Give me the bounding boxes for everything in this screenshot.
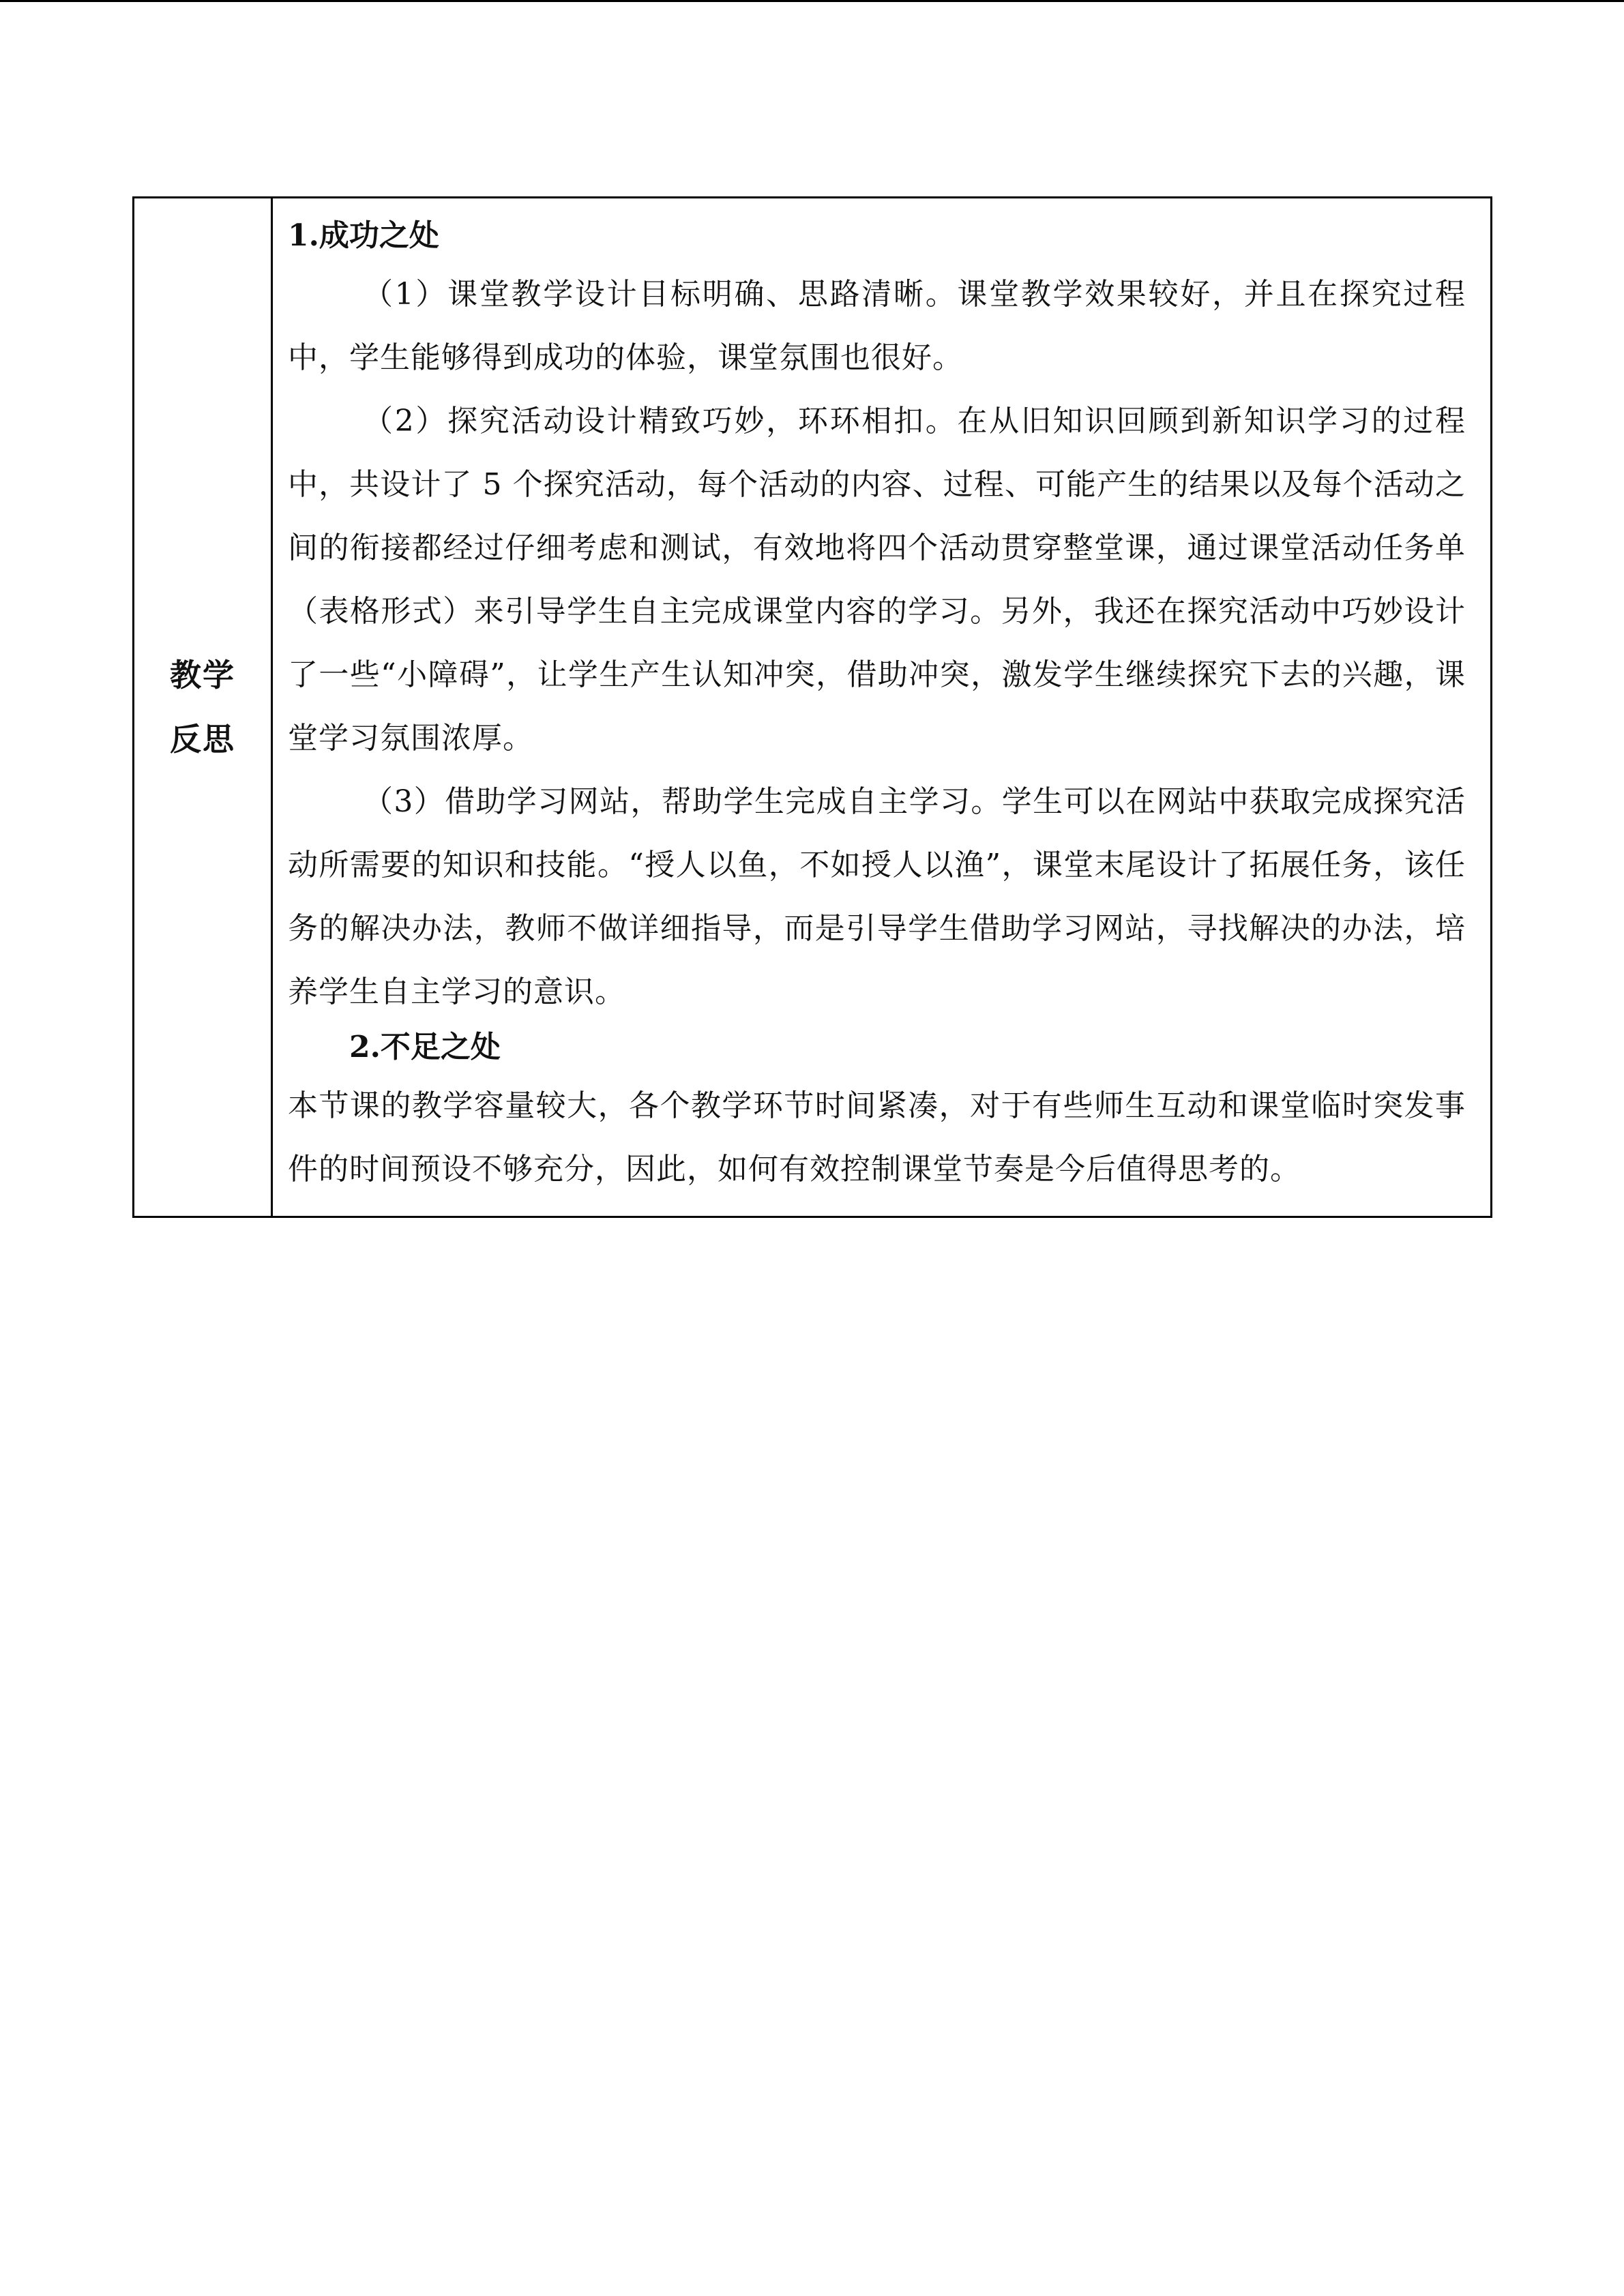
success-point-1: （1）课堂教学设计目标明确、思路清晰。课堂教学效果较好，并且在探究过程中，学生能够得到成功的体验，课堂氛围也很好。: [288, 277, 1466, 375]
label-line-1: 教学: [170, 657, 235, 694]
success-point-2: （2）探究活动设计精致巧妙，环环相扣。在从旧知识回顾到新知识学习的过程中，共设计了 5 个探究活动，每个活动的内容、过程、可能产生的结果以及每个活动之间的衔接都经过仔细考虑和测试，有效地将四个活动贯穿整堂课，通过课堂活动任务单（表格形式）来引导学生自主完成课堂内容的学习。另外，我还在探究活动中巧妙设计了一些“小障碍”，让学生产生认知冲突，借助冲突，激发学生继续探究下去的兴趣，课堂学习氛围浓厚。: [288, 404, 1466, 756]
top-border-line: [0, 0, 1624, 2]
shortcoming-paragraph: 本节课的教学容量较大，各个教学环节时间紧凑，对于有些师生互动和课堂临时突发事件的时间预设不够充分，因此，如何有效控制课堂节奏是今后值得思考的。: [288, 1088, 1466, 1187]
heading-successes: 1.成功之处: [288, 218, 439, 253]
reflection-table: [132, 196, 1492, 1218]
success-point-3: （3）借助学习网站，帮助学生完成自主学习。学生可以在网站中获取完成探究活动所需要的知识和技能。“授人以鱼，不如授人以渔”，课堂末尾设计了拓展任务，该任务的解决办法，教师不做详细指导，而是引导学生借助学习网站，寻找解决的办法，培养学生自主学习的意识。: [288, 784, 1466, 1009]
heading-shortcomings: 2.不足之处: [349, 1030, 501, 1064]
content-cell: [273, 198, 1490, 1216]
label-cell: [134, 198, 273, 1216]
label-line-2: 反思: [170, 721, 235, 758]
